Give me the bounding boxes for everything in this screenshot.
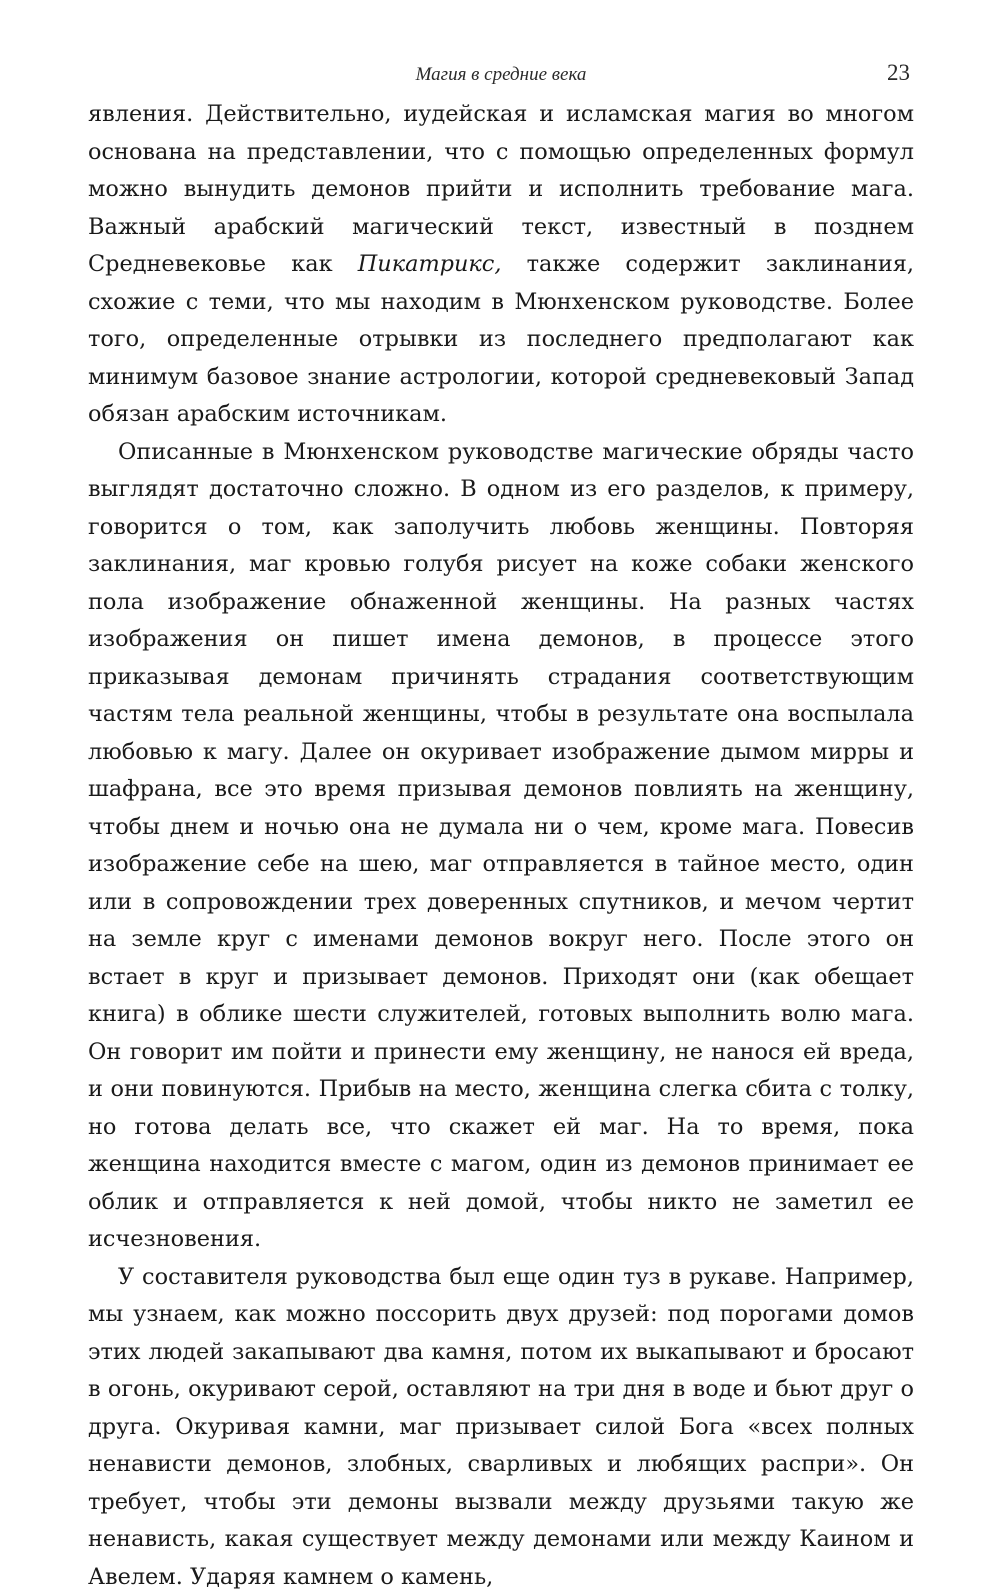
italic-term: Пикатрикс, bbox=[358, 251, 502, 277]
paragraph-1 bbox=[88, 96, 914, 434]
paragraph-2: Описанные в Мюнхенском руководстве магические обряды часто выглядят достаточно сложно. В одном из его разделов, к примеру, говорится о том, как заполучить любовь женщины. Повторяя заклинания, маг кровью голубя рисует на коже собаки женского пола изображение обнаженной женщины. На разных частях изображения он пишет имена демонов, в процессе этого приказывая демонам причинять страдания соответствующим частям тела реальной женщины, чтобы в результате она воспылала любовью к магу. Далее он окуривает изображение дымом мирры и шафрана, все это время призывая демонов повлиять на женщину, чтобы днем и ночью она не думала ни о чем, кроме мага. Повесив изображение себе на шею, маг отправляется в тайное место, один или в сопровождении трех доверенных спутников, и мечом чертит на земле круг с именами демонов вокруг него. После этого он встает в круг и призывает демонов. Приходят они (как обещает книга) в облике шести служителей, готовых выполнить волю мага. Он говорит им пойти и принести ему женщину, не нанося ей вреда, и они повинуются. Прибыв на место, женщина слегка сбита с толку, но готова делать все, что скажет ей маг. На то время, пока женщина находится вместе с магом, один из демонов принимает ее облик и отправляется к ней домой, чтобы никто не заметил ее исчезновения. bbox=[88, 434, 914, 1259]
paragraph-3: У составителя руководства был еще один туз в рукаве. Например, мы узнаем, как можно поссорить двух друзей: под порогами домов этих людей закапывают два камня, потом их выкапывают и бросают в огонь, окуривают серой, оставляют на три дня в воде и бьют друг о друга. Окуривая камни, маг призывает силой Бога «всех полных ненависти демонов, злобных, сварливых и любящих распри». Он требует, чтобы эти демоны вызвали между друзьями такую же ненависть, какая существует между демонами или между Каином и Авелем. Ударяя камнем о камень, bbox=[88, 1259, 914, 1596]
chapter-title: Магия в средние века bbox=[88, 64, 914, 86]
paragraph-1-part-a: явления. Действительно, иудейская и исламская магия во многом основана на представлении, что с помощью определенных формул можно вынудить демонов прийти и исполнить требование мага. Важный арабский магический текст, известный в позднем Средневековье как bbox=[88, 101, 914, 277]
page-number: 23 bbox=[887, 60, 910, 86]
paragraph-1-part-b: также содержит заклинания, схожие с теми, что мы находим в Мюнхенском руководстве. Более того, определенные отрывки из последнего предполагают как минимум базовое знание астрологии, которой средневековый Запад обязан арабским источникам. bbox=[88, 251, 914, 427]
body-text bbox=[88, 96, 914, 1596]
running-header bbox=[88, 58, 914, 92]
